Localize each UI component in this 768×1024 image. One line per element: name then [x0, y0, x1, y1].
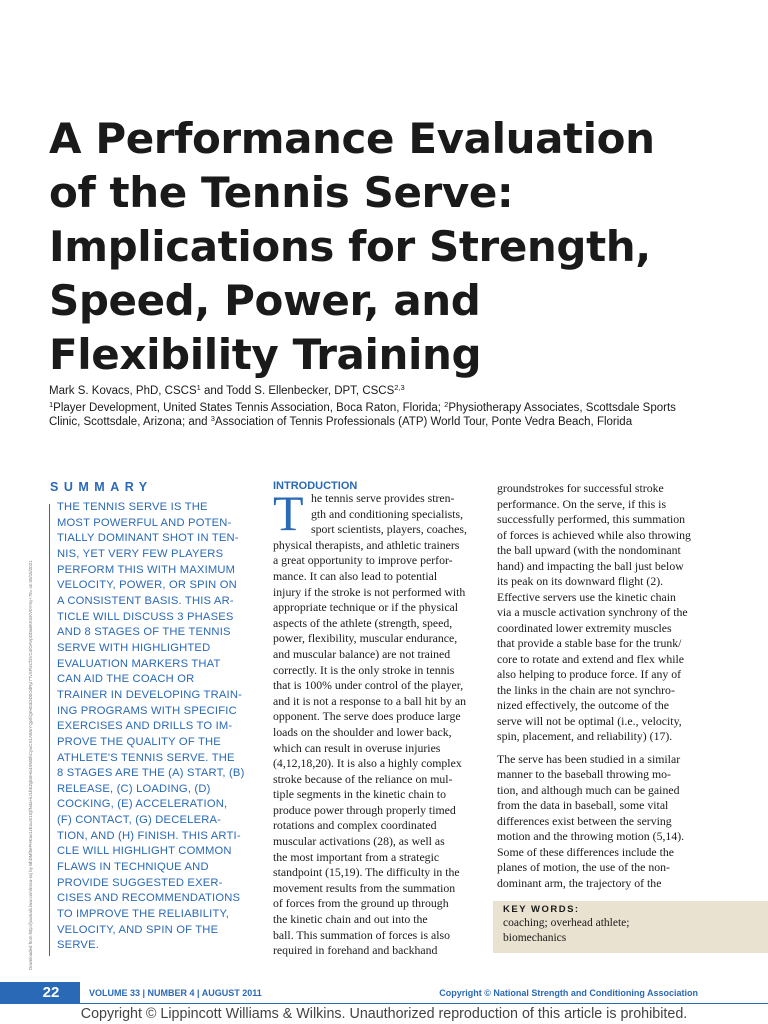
summary-section [49, 500, 259, 956]
title-line: Flexibility Training [49, 330, 482, 379]
summary-heading: SUMMARY [50, 480, 153, 494]
text-line: PROVE THE QUALITY OF THE [57, 735, 221, 748]
text-line: of forces from the ground up through [273, 896, 449, 911]
text-line: TRAINER IN DEVELOPING TRAIN- [57, 688, 243, 701]
text-line: TION, AND (H) FINISH. THIS ARTI- [57, 829, 241, 842]
text-line: differences exist between the serving [497, 813, 672, 828]
text-line: stroke because of the reliance on mul- [273, 771, 453, 786]
text-line: AND 8 STAGES OF THE TENNIS [57, 626, 231, 639]
affiliation-mark: 2 [444, 400, 449, 409]
affiliation-2: Physiotherapy Associates, Scottsdale Sports Clinic, Scottsdale, Arizona; and [49, 402, 676, 429]
text-line: physical therapists, and athletic trainers [273, 537, 460, 552]
text-line: and it is not a response to a ball hit by an [273, 693, 466, 708]
text-line: that is 100% under control of the player, [273, 678, 464, 693]
introduction-heading: INTRODUCTION [273, 480, 358, 492]
affiliations [49, 401, 709, 429]
text-line: via a muscle activation synchrony of the [497, 605, 688, 619]
text-line: successfully performed, this summation [497, 512, 686, 526]
text-line: Effective servers use the kinetic chain [497, 589, 676, 604]
text-line: EVALUATION MARKERS THAT [57, 657, 221, 670]
publisher-copyright: Copyright © Lippincott Williams & Wilkins. Unauthorized reproduction of this article is prohibited. [80, 1006, 688, 1022]
affiliation-3: Association of Tennis Professionals (ATP) World Tour, Ponte Vedra Beach, Florida [214, 416, 633, 429]
text-line: COCKING, (E) ACCELERATION, [57, 798, 228, 811]
text-line: ATHLETE'S TENNIS SERVE. THE [57, 751, 235, 764]
text-line: gth and conditioning specialists, [311, 506, 464, 521]
text-line: groundstrokes for successful stroke [497, 481, 664, 495]
text-line: required in forehand and backhand [273, 943, 438, 958]
text-line: MOST POWERFUL AND POTEN- [57, 516, 232, 529]
title-line: A Performance Evaluation [49, 114, 655, 163]
text-line: (4,12,18,20). It is also a highly complex [273, 756, 462, 771]
text-line: that provide a stable base for the trunk/ [497, 636, 682, 650]
text-line: its peak on its downward flight (2). [497, 574, 664, 588]
text-line: planes of motion, the use of the non- [497, 860, 670, 874]
affiliation-mark: 3 [210, 414, 215, 424]
text-line: also helping to produce force. If any of [497, 667, 682, 681]
summary-text [57, 500, 262, 954]
text-line: TIALLY DOMINANT SHOT IN TEN- [57, 532, 239, 545]
text-line: SERVE. [57, 939, 100, 952]
text-line: TO IMPROVE THE RELIABILITY, [57, 908, 230, 921]
text-line: muscular activations (28), as well as [273, 834, 445, 849]
text-line: A CONSISTENT BASIS. THIS AR- [57, 594, 234, 607]
text-line: the ball upward (with the nondominant [497, 543, 681, 557]
text-line: 8 STAGES ARE THE (A) START, (B) [57, 767, 245, 780]
introduction-text [273, 491, 479, 959]
text-line: (F) CONTACT, (G) DECELERA- [57, 814, 222, 827]
text-line: NIS, YET VERY FEW PLAYERS [57, 547, 224, 560]
text-line: tiple segments in the kinetic chain to [273, 787, 446, 802]
text-line: Some of these differences include the [497, 844, 674, 859]
title-line: Speed, Power, and [49, 276, 481, 325]
text-line: he tennis serve provides stren- [311, 491, 455, 505]
page-number: 22 [42, 984, 60, 1001]
text-line: nized effectively, the outcome of the [497, 698, 669, 712]
text-line: CLE WILL HIGHLIGHT COMMON [57, 845, 232, 858]
text-line: EXERCISES AND DRILLS TO IM- [57, 720, 233, 733]
body-text-column [497, 481, 703, 891]
summary-rule [49, 504, 50, 956]
author-2: and Todd S. Ellenbecker, DPT, CSCS [200, 385, 395, 397]
text-line: produce power through properly timed [273, 802, 456, 817]
text-line: The serve has been studied in a similar [497, 751, 681, 766]
text-line: injury if the stroke is not performed with [273, 584, 466, 599]
text-line: standpoint (15,19). The difficulty in the [273, 865, 460, 880]
text-line: manner to the baseball throwing mo- [497, 767, 671, 781]
text-line: FLAWS IN TECHNIQUE AND [57, 861, 209, 874]
text-line: from the data in baseball, some vital [497, 798, 669, 812]
author-line [49, 384, 709, 398]
footer-rule [0, 1003, 768, 1004]
text-line: performance. On the serve, if this is [497, 496, 667, 511]
text-line: rotations and complex coordinated [273, 818, 437, 833]
text-line: sport scientists, players, coaches, [311, 522, 467, 537]
text-line: power, flexibility, muscular endurance, [273, 631, 458, 646]
text-line: of forces is achieved while also throwing [497, 527, 691, 542]
download-watermark: Downloaded from http://journals.lww.com/nsca-scj by BhDMf5ePHKav1zEoum1tQfN4a+kJLhEZgbsIHo4XMi0hCywCX1AWnYQp/IlQrHD3i3D0OdRyi7TvSFl4Cf3VC4/OAVpDDa8KKGKV0Ymy+78= on 06/15/2021 [28, 560, 33, 970]
keywords-line: biomechanics [503, 932, 567, 944]
text-line: SERVE WITH HIGHLIGHTED [57, 641, 211, 654]
text-line: the kinetic chain and out into the [273, 912, 428, 927]
text-line: tion, and although much can be gained [497, 782, 680, 797]
text-line: ING PROGRAMS WITH SPECIFIC [57, 704, 237, 717]
affiliation-1: Player Development, United States Tennis Association, Boca Raton, Florida; [53, 402, 445, 414]
text-line: VELOCITY, POWER, OR SPIN ON [57, 579, 237, 592]
text-line: the links in the chain are not synchro- [497, 682, 675, 697]
text-line: core to rotate and extend and flex while [497, 651, 685, 666]
text-line: PERFORM THIS WITH MAXIMUM [57, 563, 236, 576]
text-line: aspects of the athlete (strength, speed, [273, 615, 453, 630]
text-line: VELOCITY, AND SPIN OF THE [57, 923, 219, 936]
keywords-line: coaching; overhead athlete; [503, 917, 630, 929]
text-line: CAN AID THE COACH OR [57, 673, 195, 686]
title-line: of the Tennis Serve: [49, 168, 514, 217]
text-line: movement results from the summation [273, 880, 456, 895]
text-line: PROVIDE SUGGESTED EXER- [57, 876, 223, 889]
text-line: hand) and impacting the ball just below [497, 558, 684, 573]
text-line: opponent. The serve does produce large [273, 709, 461, 724]
text-line: the most important from a strategic [273, 849, 440, 864]
text-line: dominant arm, the trajectory of the [497, 875, 662, 890]
text-line: mance. It can also lead to potential [273, 568, 438, 583]
text-line: RELEASE, (C) LOADING, (D) [57, 782, 211, 795]
nsca-copyright: Copyright © National Strength and Conditioning Association [439, 988, 698, 998]
issue-info: VOLUME 33 | NUMBER 4 | AUGUST 2011 [89, 988, 262, 998]
author-2-affiliation-mark: 2,3 [394, 383, 405, 392]
author-1: Mark S. Kovacs, PhD, CSCS [49, 385, 197, 397]
text-line: loads on the shoulder and lower back, [273, 724, 452, 739]
title-line: Implications for Strength, [49, 222, 651, 271]
text-line: coordinated lower extremity muscles [497, 620, 672, 635]
keywords-heading: KEY WORDS: [503, 904, 580, 915]
text-line: ball. This summation of forces is also [273, 927, 451, 942]
text-line: CISES AND RECOMMENDATIONS [57, 892, 241, 905]
text-line: motion and the throwing motion (5,14). [497, 829, 685, 843]
text-line: and muscular balance) are not trained [273, 646, 451, 661]
keywords-box [493, 901, 768, 953]
drop-cap: T [273, 485, 304, 541]
page-number-badge [0, 982, 80, 1004]
text-line: which can result in overuse injuries [273, 740, 441, 755]
text-line: spin, placement, and reliability) (17). [497, 729, 673, 743]
text-line: THE TENNIS SERVE IS THE [57, 501, 208, 513]
text-line: a great opportunity to improve perfor- [273, 553, 453, 568]
text-line: serve will not be optimal (i.e., velocity, [497, 713, 682, 728]
affiliation-mark: 1 [49, 400, 54, 409]
text-line: appropriate technique or if the physical [273, 600, 459, 615]
author-1-affiliation-mark: 1 [196, 383, 201, 392]
article-title [49, 112, 739, 382]
text-line: correctly. It is the only stroke in tennis [273, 662, 455, 677]
text-line: TICLE WILL DISCUSS 3 PHASES [57, 610, 234, 623]
